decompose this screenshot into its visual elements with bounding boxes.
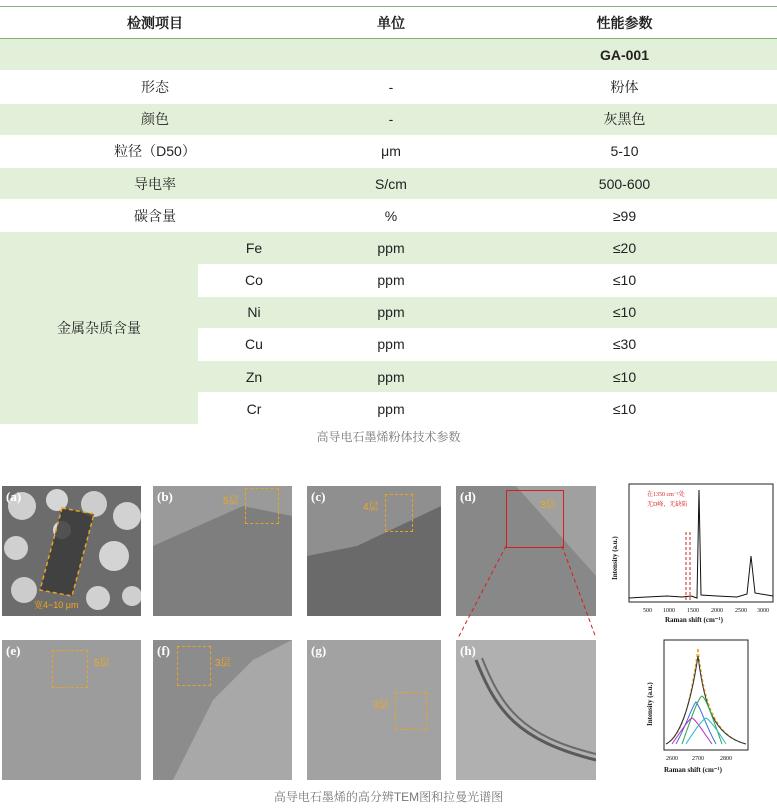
metal-element: Ni	[198, 296, 310, 328]
metal-value: ≤30	[472, 328, 777, 360]
panel-label: (d)	[460, 489, 476, 504]
raman-annotation: 无D峰，无缺陷	[647, 502, 688, 508]
panel-label: (f)	[157, 643, 170, 658]
panel-label: (a)	[6, 489, 22, 504]
metal-element: Fe	[198, 232, 310, 264]
header-unit: 单位	[310, 7, 472, 39]
panel-label: (e)	[6, 643, 21, 658]
row-value: 500-600	[472, 167, 777, 199]
row-unit: -	[310, 103, 472, 135]
metal-group-label: 金属杂质含量	[0, 232, 198, 425]
row-item: 形态	[0, 71, 310, 103]
table-row	[0, 200, 777, 232]
figure-caption: 高导电石墨烯的高分辨TEM图和拉曼光谱图	[273, 790, 504, 804]
raman-tick: 2600	[666, 756, 678, 762]
metal-element: Co	[198, 264, 310, 296]
row-value: 5-10	[472, 135, 777, 167]
layer-label: 4层	[363, 502, 379, 513]
metal-row	[0, 232, 777, 264]
panel-label: (c)	[311, 489, 326, 504]
panel-label: (b)	[157, 489, 173, 504]
table-caption: 高导电石墨烯粉体技术参数	[316, 430, 461, 444]
metal-value: ≤10	[472, 393, 777, 425]
row-value: 粉体	[472, 71, 777, 103]
tem-panel-g	[307, 640, 441, 780]
metal-unit: ppm	[310, 361, 472, 393]
row-unit: -	[310, 71, 472, 103]
metal-unit: ppm	[310, 393, 472, 425]
panel-a-note: 宽4~10 μm	[34, 600, 79, 610]
raman-chart-2d	[642, 636, 752, 786]
row-item: 碳含量	[0, 200, 310, 232]
row-unit: μm	[310, 135, 472, 167]
raman-tick: 2700	[692, 756, 704, 762]
layer-label: 3层	[373, 700, 389, 711]
row-unit: %	[310, 200, 472, 232]
model-row	[0, 39, 777, 71]
metal-element: Zn	[198, 361, 310, 393]
tem-panel-c	[307, 486, 441, 616]
tem-panel-f	[153, 640, 292, 780]
model-code: GA-001	[472, 39, 777, 71]
tem-image-a	[2, 486, 141, 616]
metal-unit: ppm	[310, 328, 472, 360]
layer-label: 5层	[223, 496, 239, 507]
layer-label: 5层	[94, 658, 110, 669]
raman-tick: 2800	[720, 756, 732, 762]
metal-unit: ppm	[310, 232, 472, 264]
row-value: ≥99	[472, 200, 777, 232]
metal-value: ≤20	[472, 232, 777, 264]
tem-panel-h	[456, 640, 596, 780]
table-row	[0, 167, 777, 199]
table-row	[0, 71, 777, 103]
metal-element: Cr	[198, 393, 310, 425]
highlight-box	[245, 488, 279, 524]
row-unit: S/cm	[310, 167, 472, 199]
highlight-box	[177, 646, 211, 686]
metal-unit: ppm	[310, 264, 472, 296]
table-row	[0, 135, 777, 167]
raman-tick: 1500	[687, 608, 699, 614]
row-value: 灰黑色	[472, 103, 777, 135]
metal-value: ≤10	[472, 296, 777, 328]
raman-ylabel: Intensity (a.u.)	[646, 682, 654, 726]
metal-value: ≤10	[472, 264, 777, 296]
tem-panel-e	[2, 640, 141, 780]
metal-unit: ppm	[310, 296, 472, 328]
raman-tick: 2000	[711, 608, 723, 614]
header-item: 检测项目	[0, 7, 310, 39]
raman-xlabel: Raman shift (cm⁻¹)	[664, 766, 722, 774]
raman-annotation: 在1350 cm⁻¹处	[647, 492, 685, 498]
row-item: 粒径（D50）	[0, 135, 310, 167]
raman-xlabel: Raman shift (cm⁻¹)	[665, 616, 723, 624]
header-value: 性能参数	[472, 7, 777, 39]
layer-label: 3层	[215, 658, 231, 669]
raman-chart-full	[607, 480, 777, 625]
spec-table	[0, 6, 777, 425]
tem-panel-a	[2, 486, 141, 616]
metal-element: Cu	[198, 328, 310, 360]
raman-tick: 2500	[735, 608, 747, 614]
row-item: 导电率	[0, 167, 310, 199]
raman-tick: 500	[643, 608, 652, 614]
raman-ylabel: Intensity (a.u.)	[611, 536, 619, 580]
metal-value: ≤10	[472, 361, 777, 393]
tem-panel-d	[456, 486, 596, 616]
panel-label: (h)	[460, 643, 476, 658]
panel-label: (g)	[311, 643, 327, 658]
table-header-row	[0, 7, 777, 39]
tem-panel-b	[153, 486, 292, 616]
highlight-box	[395, 692, 427, 730]
table-row	[0, 103, 777, 135]
layer-label: 3层	[540, 500, 556, 511]
row-item: 颜色	[0, 103, 310, 135]
raman-tick: 1000	[663, 608, 675, 614]
raman-tick: 3000	[757, 608, 769, 614]
highlight-box	[52, 650, 88, 688]
highlight-box	[385, 494, 413, 532]
